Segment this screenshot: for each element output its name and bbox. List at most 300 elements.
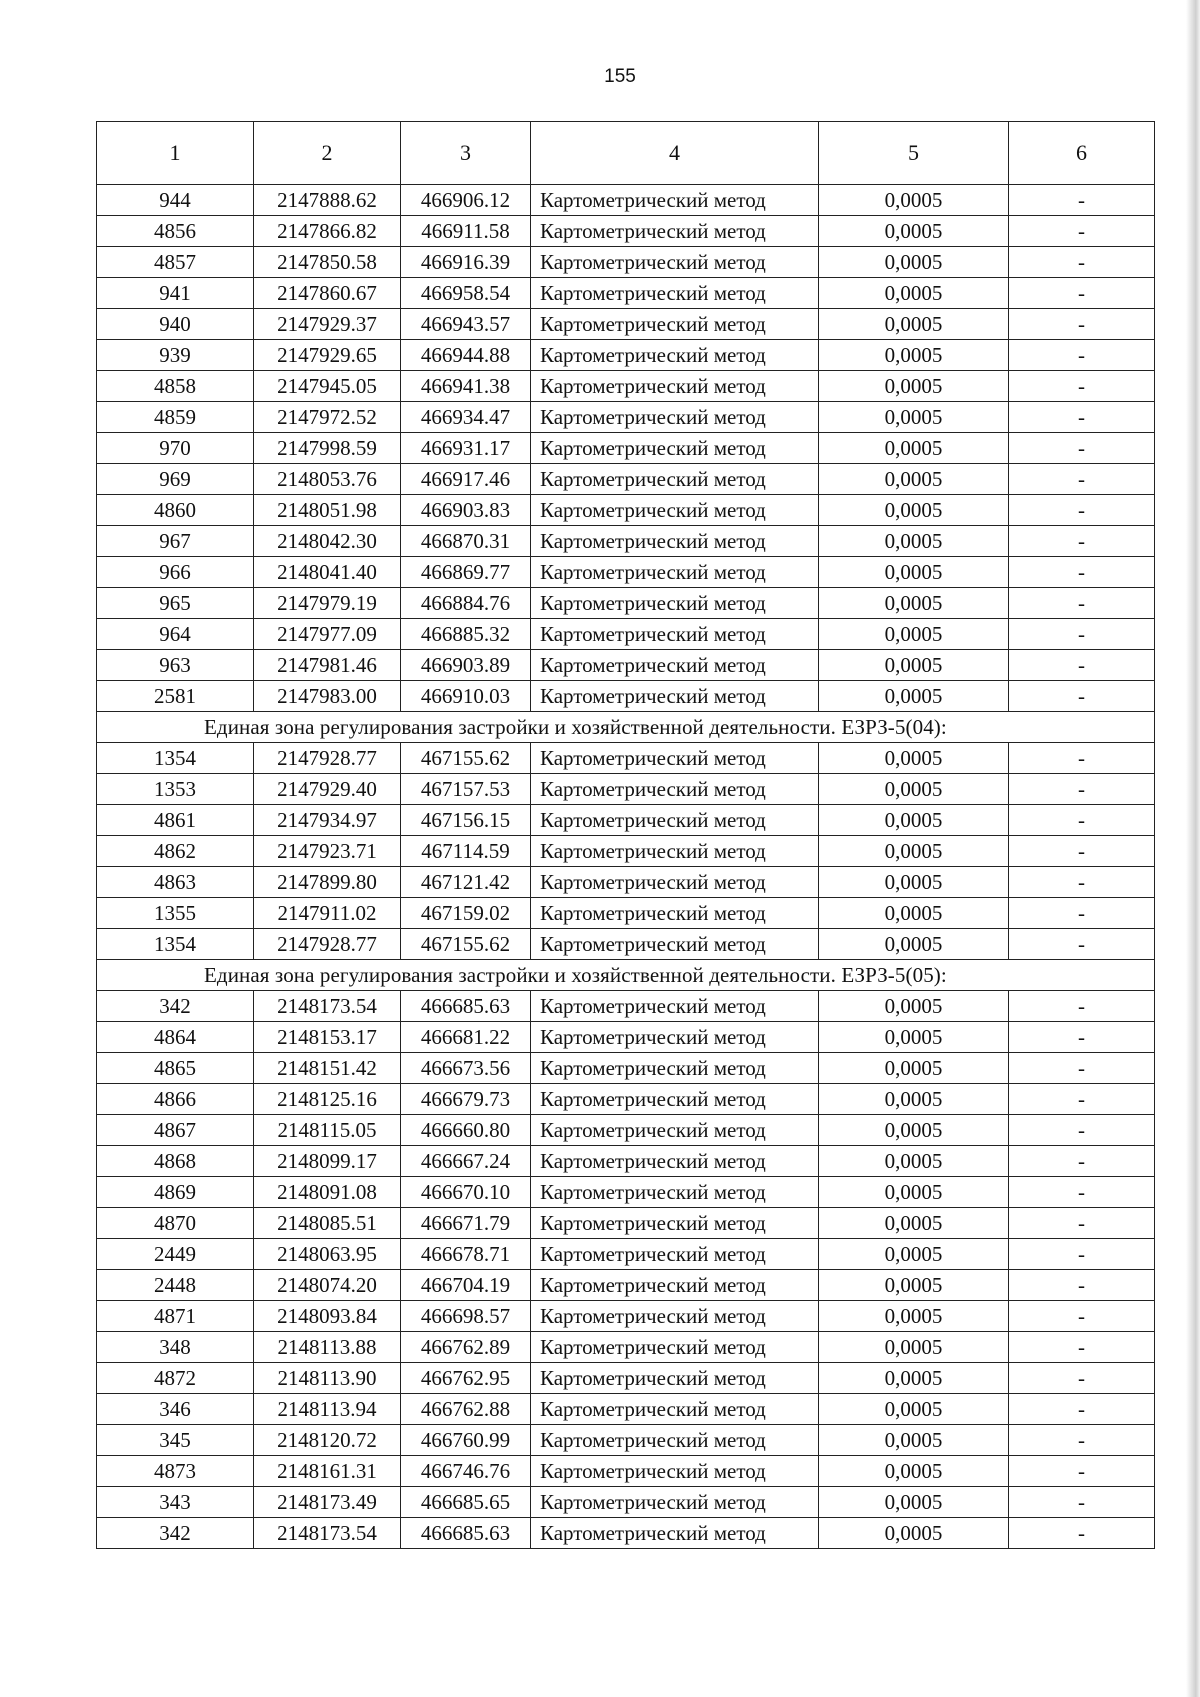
x-coordinate-cell: 2147929.37 (254, 309, 401, 340)
x-coordinate-cell: 2147934.97 (254, 805, 401, 836)
y-coordinate-cell: 466667.24 (401, 1146, 531, 1177)
method-cell: Картометрический метод (531, 1208, 819, 1239)
accuracy-cell: 0,0005 (819, 1084, 1009, 1115)
y-coordinate-cell: 466884.76 (401, 588, 531, 619)
x-coordinate-cell: 2148173.54 (254, 991, 401, 1022)
point-number-cell: 4871 (97, 1301, 254, 1332)
table-row (97, 774, 1155, 805)
table-row (97, 867, 1155, 898)
x-coordinate-cell: 2148074.20 (254, 1270, 401, 1301)
point-number-cell: 4870 (97, 1208, 254, 1239)
note-cell: - (1009, 1456, 1155, 1487)
point-number-cell: 346 (97, 1394, 254, 1425)
point-number-cell: 4856 (97, 216, 254, 247)
table-row (97, 1146, 1155, 1177)
table-row (97, 619, 1155, 650)
note-cell: - (1009, 1053, 1155, 1084)
y-coordinate-cell: 466685.63 (401, 991, 531, 1022)
method-cell: Картометрический метод (531, 1022, 819, 1053)
x-coordinate-cell: 2148120.72 (254, 1425, 401, 1456)
note-cell: - (1009, 867, 1155, 898)
note-cell: - (1009, 1208, 1155, 1239)
note-cell: - (1009, 1146, 1155, 1177)
method-cell: Картометрический метод (531, 340, 819, 371)
x-coordinate-cell: 2147945.05 (254, 371, 401, 402)
table-row (97, 1425, 1155, 1456)
coordinates-table (96, 121, 1155, 1549)
y-coordinate-cell: 466931.17 (401, 433, 531, 464)
point-number-cell: 1354 (97, 929, 254, 960)
x-coordinate-cell: 2147979.19 (254, 588, 401, 619)
accuracy-cell: 0,0005 (819, 774, 1009, 805)
point-number-cell: 2449 (97, 1239, 254, 1270)
y-coordinate-cell: 466678.71 (401, 1239, 531, 1270)
point-number-cell: 963 (97, 650, 254, 681)
table-row (97, 1332, 1155, 1363)
header-cell: 3 (401, 122, 531, 185)
method-cell: Картометрический метод (531, 1239, 819, 1270)
point-number-cell: 342 (97, 991, 254, 1022)
accuracy-cell: 0,0005 (819, 1487, 1009, 1518)
accuracy-cell: 0,0005 (819, 619, 1009, 650)
note-cell: - (1009, 402, 1155, 433)
method-cell: Картометрический метод (531, 1332, 819, 1363)
x-coordinate-cell: 2148113.88 (254, 1332, 401, 1363)
method-cell: Картометрический метод (531, 1270, 819, 1301)
x-coordinate-cell: 2147911.02 (254, 898, 401, 929)
header-cell: 5 (819, 122, 1009, 185)
note-cell: - (1009, 1084, 1155, 1115)
y-coordinate-cell: 466917.46 (401, 464, 531, 495)
table-row (97, 1053, 1155, 1084)
table-row (97, 526, 1155, 557)
note-cell: - (1009, 991, 1155, 1022)
y-coordinate-cell: 466760.99 (401, 1425, 531, 1456)
point-number-cell: 4864 (97, 1022, 254, 1053)
point-number-cell: 4865 (97, 1053, 254, 1084)
note-cell: - (1009, 247, 1155, 278)
method-cell: Картометрический метод (531, 495, 819, 526)
header-row (97, 122, 1155, 185)
y-coordinate-cell: 467156.15 (401, 805, 531, 836)
accuracy-cell: 0,0005 (819, 867, 1009, 898)
point-number-cell: 4872 (97, 1363, 254, 1394)
accuracy-cell: 0,0005 (819, 1332, 1009, 1363)
note-cell: - (1009, 1518, 1155, 1549)
accuracy-cell: 0,0005 (819, 1518, 1009, 1549)
note-cell: - (1009, 340, 1155, 371)
x-coordinate-cell: 2148173.49 (254, 1487, 401, 1518)
x-coordinate-cell: 2147928.77 (254, 929, 401, 960)
point-number-cell: 964 (97, 619, 254, 650)
method-cell: Картометрический метод (531, 247, 819, 278)
section-title-row (97, 712, 1155, 743)
point-number-cell: 1355 (97, 898, 254, 929)
point-number-cell: 4873 (97, 1456, 254, 1487)
y-coordinate-cell: 466698.57 (401, 1301, 531, 1332)
x-coordinate-cell: 2147929.40 (254, 774, 401, 805)
page-number: 155 (604, 66, 636, 87)
header-cell: 4 (531, 122, 819, 185)
method-cell: Картометрический метод (531, 929, 819, 960)
section-title: Единая зона регулирования застройки и хозяйственной деятельности. ЕЗРЗ-5(05): (97, 960, 1155, 991)
header-cell: 2 (254, 122, 401, 185)
y-coordinate-cell: 467157.53 (401, 774, 531, 805)
header-cell: 1 (97, 122, 254, 185)
table-row (97, 650, 1155, 681)
x-coordinate-cell: 2147850.58 (254, 247, 401, 278)
method-cell: Картометрический метод (531, 402, 819, 433)
note-cell: - (1009, 805, 1155, 836)
method-cell: Картометрический метод (531, 278, 819, 309)
note-cell: - (1009, 433, 1155, 464)
note-cell: - (1009, 1363, 1155, 1394)
note-cell: - (1009, 774, 1155, 805)
accuracy-cell: 0,0005 (819, 1115, 1009, 1146)
y-coordinate-cell: 467155.62 (401, 929, 531, 960)
accuracy-cell: 0,0005 (819, 836, 1009, 867)
point-number-cell: 2581 (97, 681, 254, 712)
y-coordinate-cell: 467121.42 (401, 867, 531, 898)
method-cell: Картометрический метод (531, 1084, 819, 1115)
table-row (97, 247, 1155, 278)
table-row (97, 371, 1155, 402)
note-cell: - (1009, 526, 1155, 557)
table-row (97, 340, 1155, 371)
x-coordinate-cell: 2147998.59 (254, 433, 401, 464)
x-coordinate-cell: 2147899.80 (254, 867, 401, 898)
table-row (97, 1084, 1155, 1115)
table-row (97, 216, 1155, 247)
x-coordinate-cell: 2148051.98 (254, 495, 401, 526)
accuracy-cell: 0,0005 (819, 743, 1009, 774)
method-cell: Картометрический метод (531, 1301, 819, 1332)
note-cell: - (1009, 371, 1155, 402)
note-cell: - (1009, 1177, 1155, 1208)
x-coordinate-cell: 2148085.51 (254, 1208, 401, 1239)
accuracy-cell: 0,0005 (819, 991, 1009, 1022)
y-coordinate-cell: 467159.02 (401, 898, 531, 929)
point-number-cell: 4863 (97, 867, 254, 898)
point-number-cell: 4867 (97, 1115, 254, 1146)
x-coordinate-cell: 2148161.31 (254, 1456, 401, 1487)
y-coordinate-cell: 466762.95 (401, 1363, 531, 1394)
point-number-cell: 939 (97, 340, 254, 371)
x-coordinate-cell: 2148093.84 (254, 1301, 401, 1332)
x-coordinate-cell: 2147860.67 (254, 278, 401, 309)
note-cell: - (1009, 216, 1155, 247)
accuracy-cell: 0,0005 (819, 681, 1009, 712)
accuracy-cell: 0,0005 (819, 1177, 1009, 1208)
table-row (97, 402, 1155, 433)
accuracy-cell: 0,0005 (819, 464, 1009, 495)
accuracy-cell: 0,0005 (819, 1208, 1009, 1239)
point-number-cell: 969 (97, 464, 254, 495)
table-body (97, 185, 1155, 1549)
y-coordinate-cell: 466944.88 (401, 340, 531, 371)
method-cell: Картометрический метод (531, 898, 819, 929)
table-row (97, 991, 1155, 1022)
x-coordinate-cell: 2148153.17 (254, 1022, 401, 1053)
note-cell: - (1009, 743, 1155, 774)
table-row (97, 185, 1155, 216)
method-cell: Картометрический метод (531, 1487, 819, 1518)
y-coordinate-cell: 466679.73 (401, 1084, 531, 1115)
method-cell: Картометрический метод (531, 774, 819, 805)
accuracy-cell: 0,0005 (819, 1022, 1009, 1053)
y-coordinate-cell: 466685.63 (401, 1518, 531, 1549)
y-coordinate-cell: 466685.65 (401, 1487, 531, 1518)
y-coordinate-cell: 466670.10 (401, 1177, 531, 1208)
table-row (97, 1301, 1155, 1332)
table-row (97, 588, 1155, 619)
y-coordinate-cell: 466885.32 (401, 619, 531, 650)
table-row (97, 1518, 1155, 1549)
point-number-cell: 967 (97, 526, 254, 557)
table-row (97, 433, 1155, 464)
point-number-cell: 940 (97, 309, 254, 340)
method-cell: Картометрический метод (531, 1146, 819, 1177)
table-row (97, 1177, 1155, 1208)
note-cell: - (1009, 1239, 1155, 1270)
method-cell: Картометрический метод (531, 991, 819, 1022)
note-cell: - (1009, 929, 1155, 960)
table-row (97, 929, 1155, 960)
point-number-cell: 941 (97, 278, 254, 309)
scan-edge (1186, 0, 1200, 1697)
note-cell: - (1009, 1301, 1155, 1332)
table-row (97, 495, 1155, 526)
table-row (97, 1487, 1155, 1518)
note-cell: - (1009, 557, 1155, 588)
x-coordinate-cell: 2148173.54 (254, 1518, 401, 1549)
accuracy-cell: 0,0005 (819, 526, 1009, 557)
accuracy-cell: 0,0005 (819, 495, 1009, 526)
y-coordinate-cell: 466903.89 (401, 650, 531, 681)
point-number-cell: 944 (97, 185, 254, 216)
method-cell: Картометрический метод (531, 1053, 819, 1084)
accuracy-cell: 0,0005 (819, 216, 1009, 247)
section-title: Единая зона регулирования застройки и хозяйственной деятельности. ЕЗРЗ-5(04): (97, 712, 1155, 743)
note-cell: - (1009, 309, 1155, 340)
note-cell: - (1009, 650, 1155, 681)
accuracy-cell: 0,0005 (819, 557, 1009, 588)
method-cell: Картометрический метод (531, 836, 819, 867)
point-number-cell: 1353 (97, 774, 254, 805)
y-coordinate-cell: 466941.38 (401, 371, 531, 402)
y-coordinate-cell: 466910.03 (401, 681, 531, 712)
point-number-cell: 4857 (97, 247, 254, 278)
method-cell: Картометрический метод (531, 1363, 819, 1394)
method-cell: Картометрический метод (531, 185, 819, 216)
x-coordinate-cell: 2147983.00 (254, 681, 401, 712)
table-row (97, 1270, 1155, 1301)
method-cell: Картометрический метод (531, 588, 819, 619)
table-row (97, 743, 1155, 774)
x-coordinate-cell: 2147981.46 (254, 650, 401, 681)
y-coordinate-cell: 466911.58 (401, 216, 531, 247)
point-number-cell: 4858 (97, 371, 254, 402)
note-cell: - (1009, 588, 1155, 619)
x-coordinate-cell: 2148042.30 (254, 526, 401, 557)
method-cell: Картометрический метод (531, 743, 819, 774)
method-cell: Картометрический метод (531, 619, 819, 650)
x-coordinate-cell: 2148113.90 (254, 1363, 401, 1394)
point-number-cell: 342 (97, 1518, 254, 1549)
y-coordinate-cell: 467155.62 (401, 743, 531, 774)
y-coordinate-cell: 466746.76 (401, 1456, 531, 1487)
point-number-cell: 970 (97, 433, 254, 464)
y-coordinate-cell: 466673.56 (401, 1053, 531, 1084)
accuracy-cell: 0,0005 (819, 247, 1009, 278)
x-coordinate-cell: 2148099.17 (254, 1146, 401, 1177)
accuracy-cell: 0,0005 (819, 433, 1009, 464)
accuracy-cell: 0,0005 (819, 278, 1009, 309)
x-coordinate-cell: 2147972.52 (254, 402, 401, 433)
accuracy-cell: 0,0005 (819, 340, 1009, 371)
method-cell: Картометрический метод (531, 464, 819, 495)
note-cell: - (1009, 1270, 1155, 1301)
accuracy-cell: 0,0005 (819, 805, 1009, 836)
accuracy-cell: 0,0005 (819, 1301, 1009, 1332)
x-coordinate-cell: 2147929.65 (254, 340, 401, 371)
method-cell: Картометрический метод (531, 1115, 819, 1146)
note-cell: - (1009, 836, 1155, 867)
point-number-cell: 4862 (97, 836, 254, 867)
table-row (97, 805, 1155, 836)
table-row (97, 1115, 1155, 1146)
header-cell: 6 (1009, 122, 1155, 185)
method-cell: Картометрический метод (531, 1394, 819, 1425)
note-cell: - (1009, 464, 1155, 495)
point-number-cell: 4868 (97, 1146, 254, 1177)
table-row (97, 1363, 1155, 1394)
table-row (97, 1456, 1155, 1487)
note-cell: - (1009, 1022, 1155, 1053)
accuracy-cell: 0,0005 (819, 1053, 1009, 1084)
method-cell: Картометрический метод (531, 309, 819, 340)
x-coordinate-cell: 2147888.62 (254, 185, 401, 216)
accuracy-cell: 0,0005 (819, 588, 1009, 619)
x-coordinate-cell: 2148091.08 (254, 1177, 401, 1208)
accuracy-cell: 0,0005 (819, 402, 1009, 433)
x-coordinate-cell: 2148041.40 (254, 557, 401, 588)
point-number-cell: 966 (97, 557, 254, 588)
note-cell: - (1009, 185, 1155, 216)
accuracy-cell: 0,0005 (819, 371, 1009, 402)
method-cell: Картометрический метод (531, 371, 819, 402)
table-row (97, 1239, 1155, 1270)
y-coordinate-cell: 466934.47 (401, 402, 531, 433)
y-coordinate-cell: 466671.79 (401, 1208, 531, 1239)
method-cell: Картометрический метод (531, 433, 819, 464)
accuracy-cell: 0,0005 (819, 1146, 1009, 1177)
accuracy-cell: 0,0005 (819, 1394, 1009, 1425)
point-number-cell: 4861 (97, 805, 254, 836)
y-coordinate-cell: 466681.22 (401, 1022, 531, 1053)
point-number-cell: 4860 (97, 495, 254, 526)
y-coordinate-cell: 466943.57 (401, 309, 531, 340)
y-coordinate-cell: 466903.83 (401, 495, 531, 526)
method-cell: Картометрический метод (531, 805, 819, 836)
table-row (97, 278, 1155, 309)
x-coordinate-cell: 2148113.94 (254, 1394, 401, 1425)
method-cell: Картометрический метод (531, 526, 819, 557)
point-number-cell: 345 (97, 1425, 254, 1456)
table-row (97, 1208, 1155, 1239)
x-coordinate-cell: 2148115.05 (254, 1115, 401, 1146)
table-row (97, 1022, 1155, 1053)
table-row (97, 681, 1155, 712)
table-row (97, 1394, 1155, 1425)
y-coordinate-cell: 466869.77 (401, 557, 531, 588)
point-number-cell: 965 (97, 588, 254, 619)
note-cell: - (1009, 1115, 1155, 1146)
point-number-cell: 2448 (97, 1270, 254, 1301)
note-cell: - (1009, 898, 1155, 929)
table-row (97, 464, 1155, 495)
y-coordinate-cell: 466958.54 (401, 278, 531, 309)
note-cell: - (1009, 1332, 1155, 1363)
x-coordinate-cell: 2148063.95 (254, 1239, 401, 1270)
point-number-cell: 4869 (97, 1177, 254, 1208)
accuracy-cell: 0,0005 (819, 1239, 1009, 1270)
x-coordinate-cell: 2148151.42 (254, 1053, 401, 1084)
x-coordinate-cell: 2147866.82 (254, 216, 401, 247)
x-coordinate-cell: 2147923.71 (254, 836, 401, 867)
x-coordinate-cell: 2147928.77 (254, 743, 401, 774)
x-coordinate-cell: 2147977.09 (254, 619, 401, 650)
y-coordinate-cell: 466762.89 (401, 1332, 531, 1363)
y-coordinate-cell: 466906.12 (401, 185, 531, 216)
accuracy-cell: 0,0005 (819, 185, 1009, 216)
y-coordinate-cell: 466916.39 (401, 247, 531, 278)
y-coordinate-cell: 466660.80 (401, 1115, 531, 1146)
note-cell: - (1009, 1394, 1155, 1425)
table-row (97, 836, 1155, 867)
accuracy-cell: 0,0005 (819, 1270, 1009, 1301)
table-row (97, 309, 1155, 340)
accuracy-cell: 0,0005 (819, 1456, 1009, 1487)
accuracy-cell: 0,0005 (819, 929, 1009, 960)
table-row (97, 898, 1155, 929)
point-number-cell: 348 (97, 1332, 254, 1363)
method-cell: Картометрический метод (531, 1456, 819, 1487)
method-cell: Картометрический метод (531, 867, 819, 898)
method-cell: Картометрический метод (531, 557, 819, 588)
accuracy-cell: 0,0005 (819, 898, 1009, 929)
note-cell: - (1009, 278, 1155, 309)
method-cell: Картометрический метод (531, 1425, 819, 1456)
note-cell: - (1009, 495, 1155, 526)
method-cell: Картометрический метод (531, 650, 819, 681)
method-cell: Картометрический метод (531, 1518, 819, 1549)
method-cell: Картометрический метод (531, 681, 819, 712)
y-coordinate-cell: 467114.59 (401, 836, 531, 867)
method-cell: Картометрический метод (531, 216, 819, 247)
point-number-cell: 343 (97, 1487, 254, 1518)
table-row (97, 557, 1155, 588)
point-number-cell: 4866 (97, 1084, 254, 1115)
y-coordinate-cell: 466762.88 (401, 1394, 531, 1425)
note-cell: - (1009, 1425, 1155, 1456)
accuracy-cell: 0,0005 (819, 1363, 1009, 1394)
y-coordinate-cell: 466704.19 (401, 1270, 531, 1301)
accuracy-cell: 0,0005 (819, 1425, 1009, 1456)
accuracy-cell: 0,0005 (819, 309, 1009, 340)
y-coordinate-cell: 466870.31 (401, 526, 531, 557)
note-cell: - (1009, 681, 1155, 712)
